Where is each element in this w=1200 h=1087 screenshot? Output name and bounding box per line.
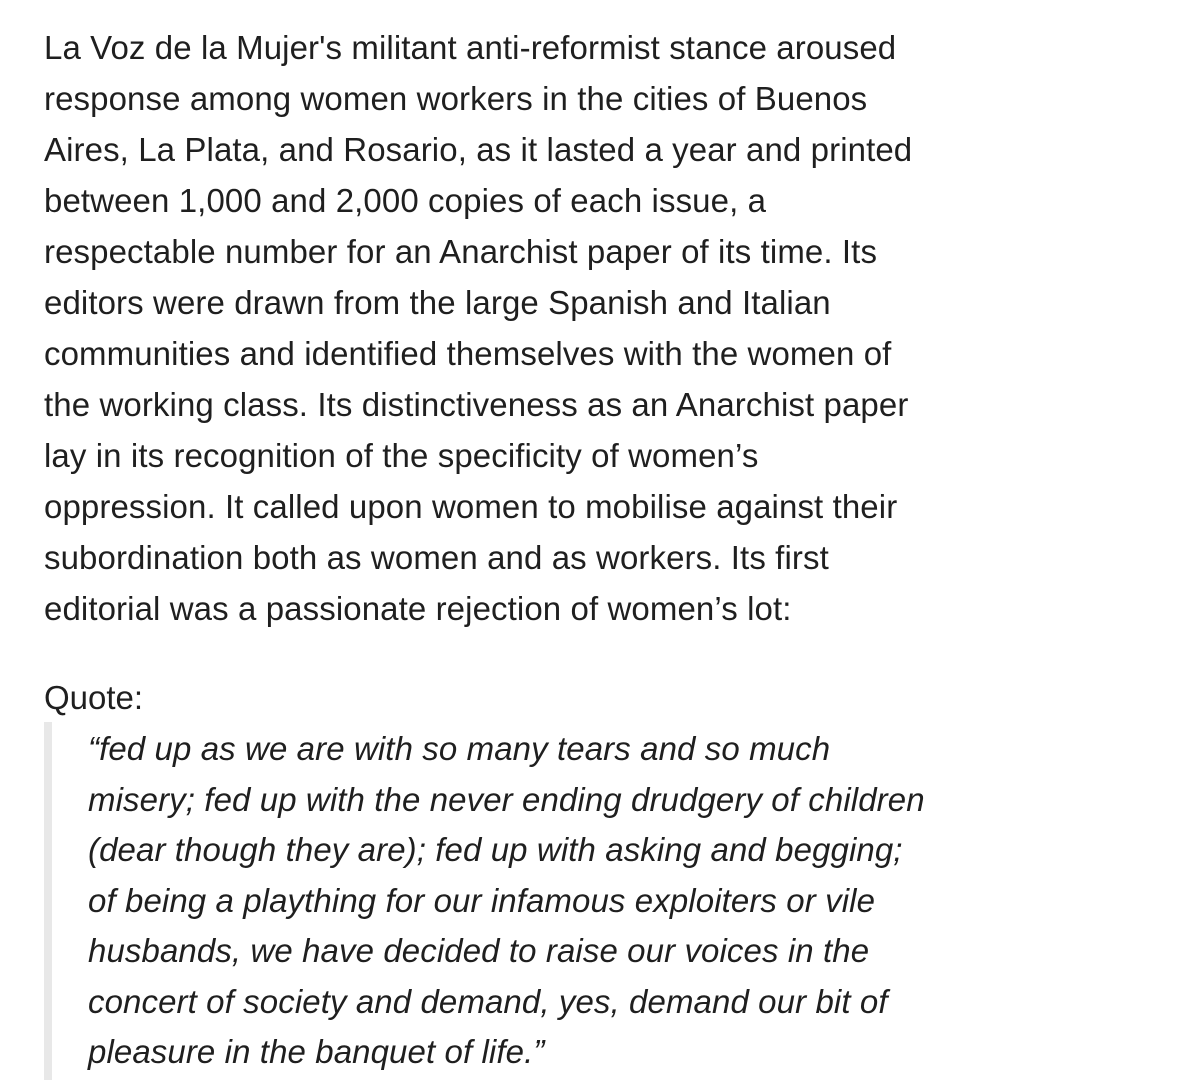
quote-line: concert of society and demand, yes, demand our bit of <box>88 982 888 1020</box>
quote-line: husbands, we have decided to raise our voices in the <box>88 932 870 969</box>
paragraph-line: between 1,000 and 2,000 copies of each issue, a <box>44 182 767 219</box>
paragraph-line: response among women workers in the cities of Buenos <box>44 80 868 117</box>
quote-line: “fed up as we are with so many tears and so much <box>88 730 831 767</box>
paragraph-line: the working class. Its distinctiveness as an Anarchist paper <box>44 386 909 423</box>
body-paragraph <box>44 22 1164 634</box>
paragraph-line: editorial was a passionate rejection of women’s lot: <box>44 590 792 627</box>
paragraph-line: oppression. It called upon women to mobilise against their <box>44 488 898 525</box>
quote-line: of being a plaything for our infamous exploiters or vile <box>88 881 876 919</box>
paragraph-line: editors were drawn from the large Spanish and Italian <box>44 284 831 321</box>
paragraph-line: respectable number for an Anarchist paper of its time. Its <box>44 233 878 270</box>
quote-label: Quote: <box>44 679 144 716</box>
paragraph-line: La Voz de la Mujer's militant anti-reformist stance aroused <box>44 29 897 66</box>
blockquote-text <box>88 724 925 1078</box>
paragraph-line: Aires, La Plata, and Rosario, as it lasted a year and printed <box>44 131 913 168</box>
blockquote-bar <box>44 722 52 1080</box>
paragraph-line: communities and identified themselves with the women of <box>44 335 892 372</box>
quote-line: (dear though they are); fed up with asking and begging; <box>88 831 903 868</box>
quote-line: misery; fed up with the never ending drudgery of children <box>88 780 925 818</box>
paragraph-line: subordination both as women and as workers. Its first <box>44 539 829 576</box>
blockquote <box>44 722 1154 1080</box>
paragraph-line: lay in its recognition of the specificity of women’s <box>44 437 759 474</box>
quote-line: pleasure in the banquet of life.” <box>88 1033 545 1070</box>
